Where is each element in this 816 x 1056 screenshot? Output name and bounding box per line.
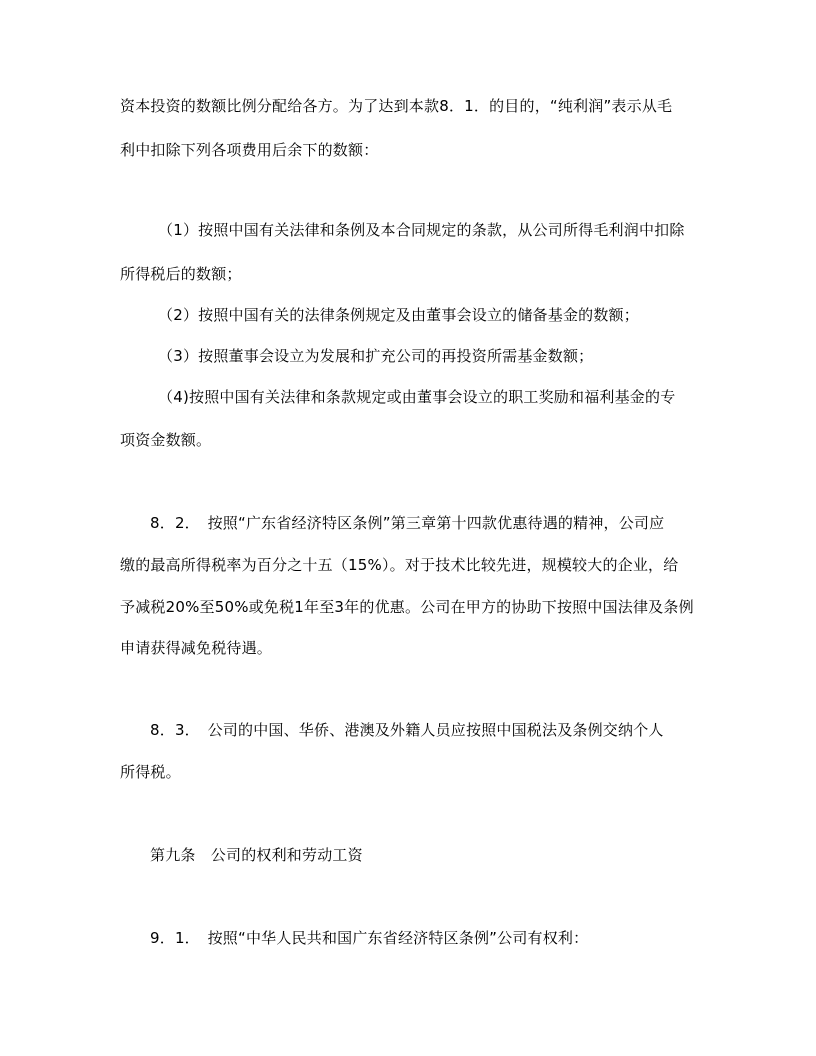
section-heading: 第九条 公司的权利和劳动工资 xyxy=(150,846,363,864)
text-line-13: 8．3． 公司的中国、华侨、港澳及外籍人员应按照中国税法及条例交纳个人 xyxy=(150,721,664,739)
text-line-1: 资本投资的数额比例分配给各方。为了达到本款8．1．的目的，“纯利润”表示从毛 xyxy=(120,97,673,115)
text-line-7: （4)按照中国有关法律和条款规定或由董事会设立的职工奖励和福利基金的专 xyxy=(158,388,676,406)
text-line-4: 所得税后的数额； xyxy=(120,265,242,283)
text-line-11: 予减税20%至50%或免税1年至3年的优惠。公司在甲方的协助下按照中国法律及条例 xyxy=(120,598,694,616)
text-line-3: （1）按照中国有关法律和条例及本合同规定的条款，从公司所得毛利润中扣除 xyxy=(158,221,685,239)
text-line-6: （3）按照董事会设立为发展和扩充公司的再投资所需基金数额； xyxy=(158,347,594,365)
text-line-8: 项资金数额。 xyxy=(120,431,212,449)
text-line-5: （2）按照中国有关的法律条例规定及由董事会设立的储备基金的数额； xyxy=(158,306,639,324)
text-line-12: 申请获得减免税待遇。 xyxy=(120,639,273,657)
text-line-9: 8．2． 按照“广东省经济特区条例”第三章第十四款优惠待遇的精神，公司应 xyxy=(150,514,665,532)
text-line-16: 9．1． 按照“中华人民共和国广东省经济特区条例”公司有权利： xyxy=(150,929,589,947)
text-line-10: 缴的最高所得税率为百分之十五（15%）。对于技术比较先进，规模较大的企业，给 xyxy=(120,556,679,574)
text-line-14: 所得税。 xyxy=(120,763,181,781)
text-line-2: 利中扣除下列各项费用后余下的数额： xyxy=(120,141,379,159)
